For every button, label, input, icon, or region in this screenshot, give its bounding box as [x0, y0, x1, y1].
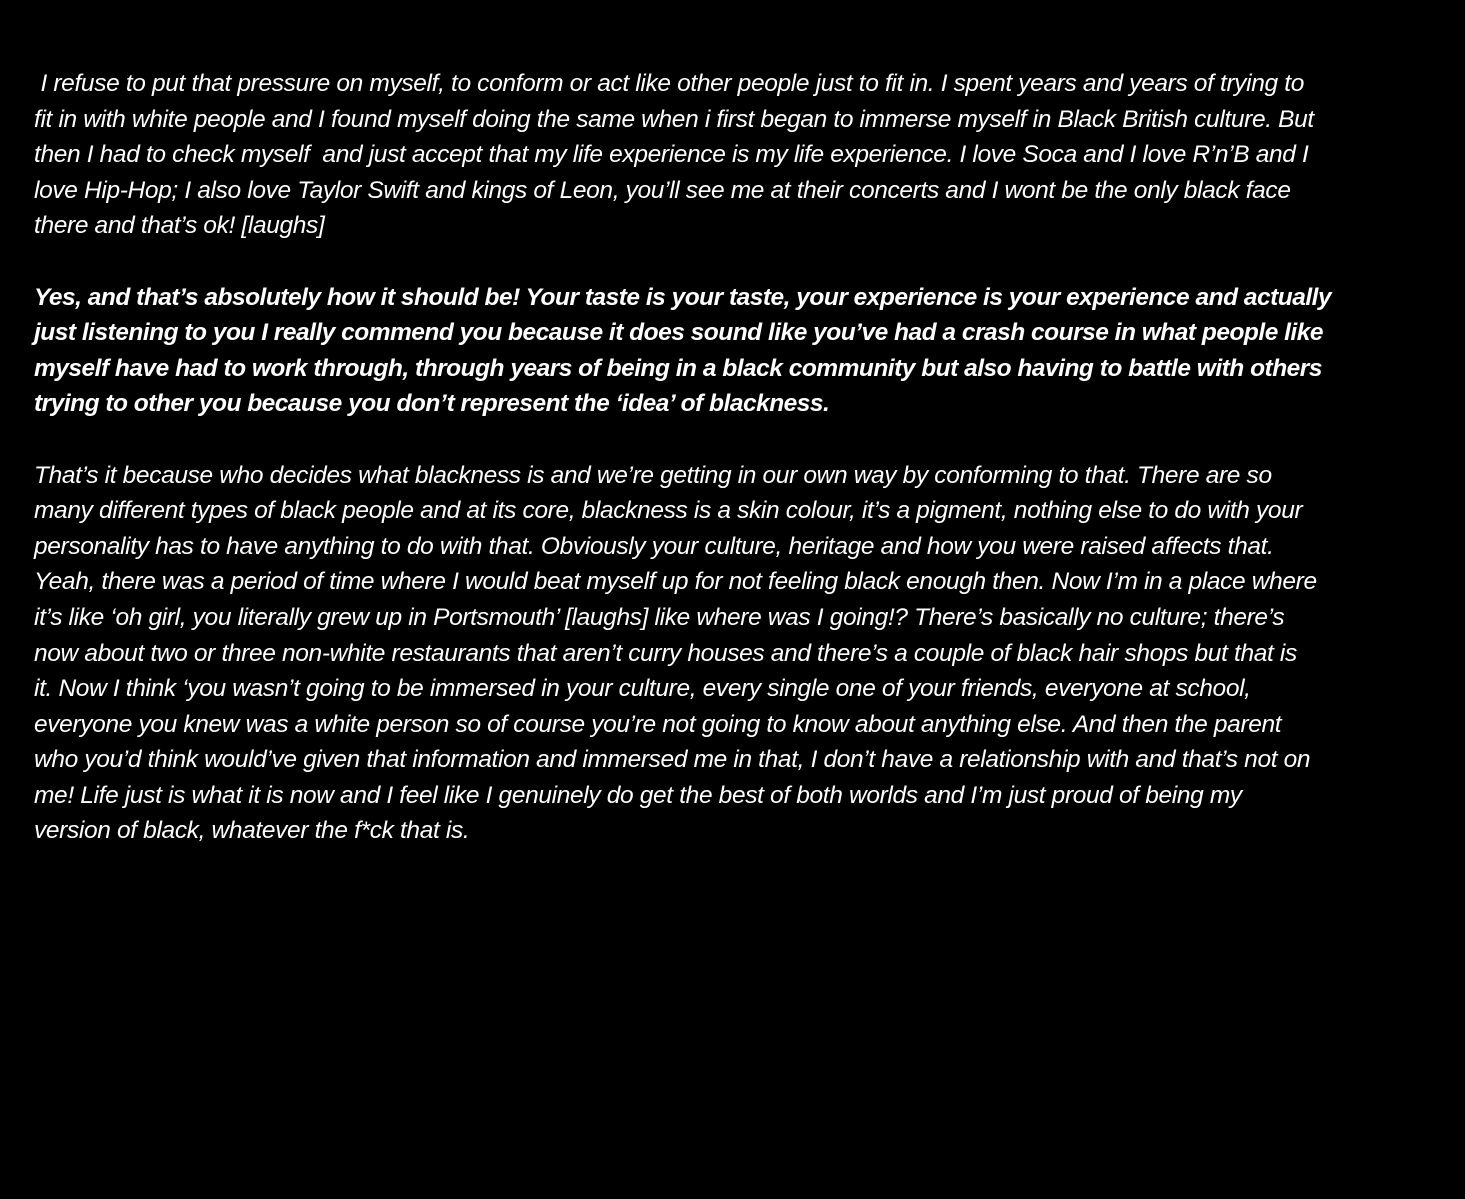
text-line: Yeah, there was a period of time where I would beat myself up for not feeling black enough then. Now I’m in a place where [34, 568, 1317, 596]
text-line: just listening to you I really commend you because it does sound like you’ve had a crash course in what people like [34, 319, 1323, 347]
text-line: Yes, and that’s absolutely how it should be! Your taste is your taste, your experience is your experience and actually [34, 283, 1332, 311]
interviewee-paragraph-2 [34, 458, 1454, 850]
text-line: I refuse to put that pressure on myself, to conform or act like other people just to fit in. I spent years and years of trying to [34, 70, 1304, 97]
text-line: trying to other you because you don’t represent the ‘idea’ of blackness. [34, 390, 830, 418]
text-line: many different types of black people and at its core, blackness is a skin colour, it’s a pigment, nothing else to do with your [34, 497, 1303, 525]
text-line: it’s like ‘oh girl, you literally grew up in Portsmouth’ [laughs] like where was I going!? There’s basically no culture; there’s [34, 603, 1285, 631]
interview-transcript [34, 66, 1454, 885]
interviewer-paragraph [34, 280, 1454, 422]
text-line: who you’d think would’ve given that information and immersed me in that, I don’t have a relationship with and that’s not on [34, 746, 1311, 774]
text-line: love Hip-Hop; I also love Taylor Swift and kings of Leon, you’ll see me at their concerts and I wont be the only black face [34, 176, 1291, 204]
text-line: fit in with white people and I found myself doing the same when i first began to immerse myself in Black British culture. But [34, 105, 1314, 133]
text-line: there and that’s ok! [laughs] [34, 212, 325, 240]
text-line: it. Now I think ‘you wasn’t going to be immersed in your culture, every single one of your friends, everyone at school, [34, 675, 1251, 703]
text-line: now about two or three non-white restaurants that aren’t curry houses and there’s a couple of black hair shops but that is [34, 639, 1297, 667]
text-line: everyone you knew was a white person so of course you’re not going to know about anything else. And then the parent [34, 710, 1282, 738]
text-line: personality has to have anything to do with that. Obviously your culture, heritage and how you were raised affects that. [34, 532, 1274, 560]
text-line: then I had to check myself and just accept that my life experience is my life experience. I love Soca and I love R’n’B and I [34, 141, 1309, 169]
text-line: me! Life just is what it is now and I feel like I genuinely do get the best of both worlds and I’m just proud of being my [34, 781, 1242, 809]
text-line: myself have had to work through, through years of being in a black community but also having to battle with others [34, 354, 1322, 382]
text-line: That’s it because who decides what blackness is and we’re getting in our own way by conforming to that. There are so [34, 461, 1272, 489]
interviewee-paragraph-1 [34, 66, 1454, 244]
text-line: version of black, whatever the f*ck that is. [34, 817, 470, 845]
